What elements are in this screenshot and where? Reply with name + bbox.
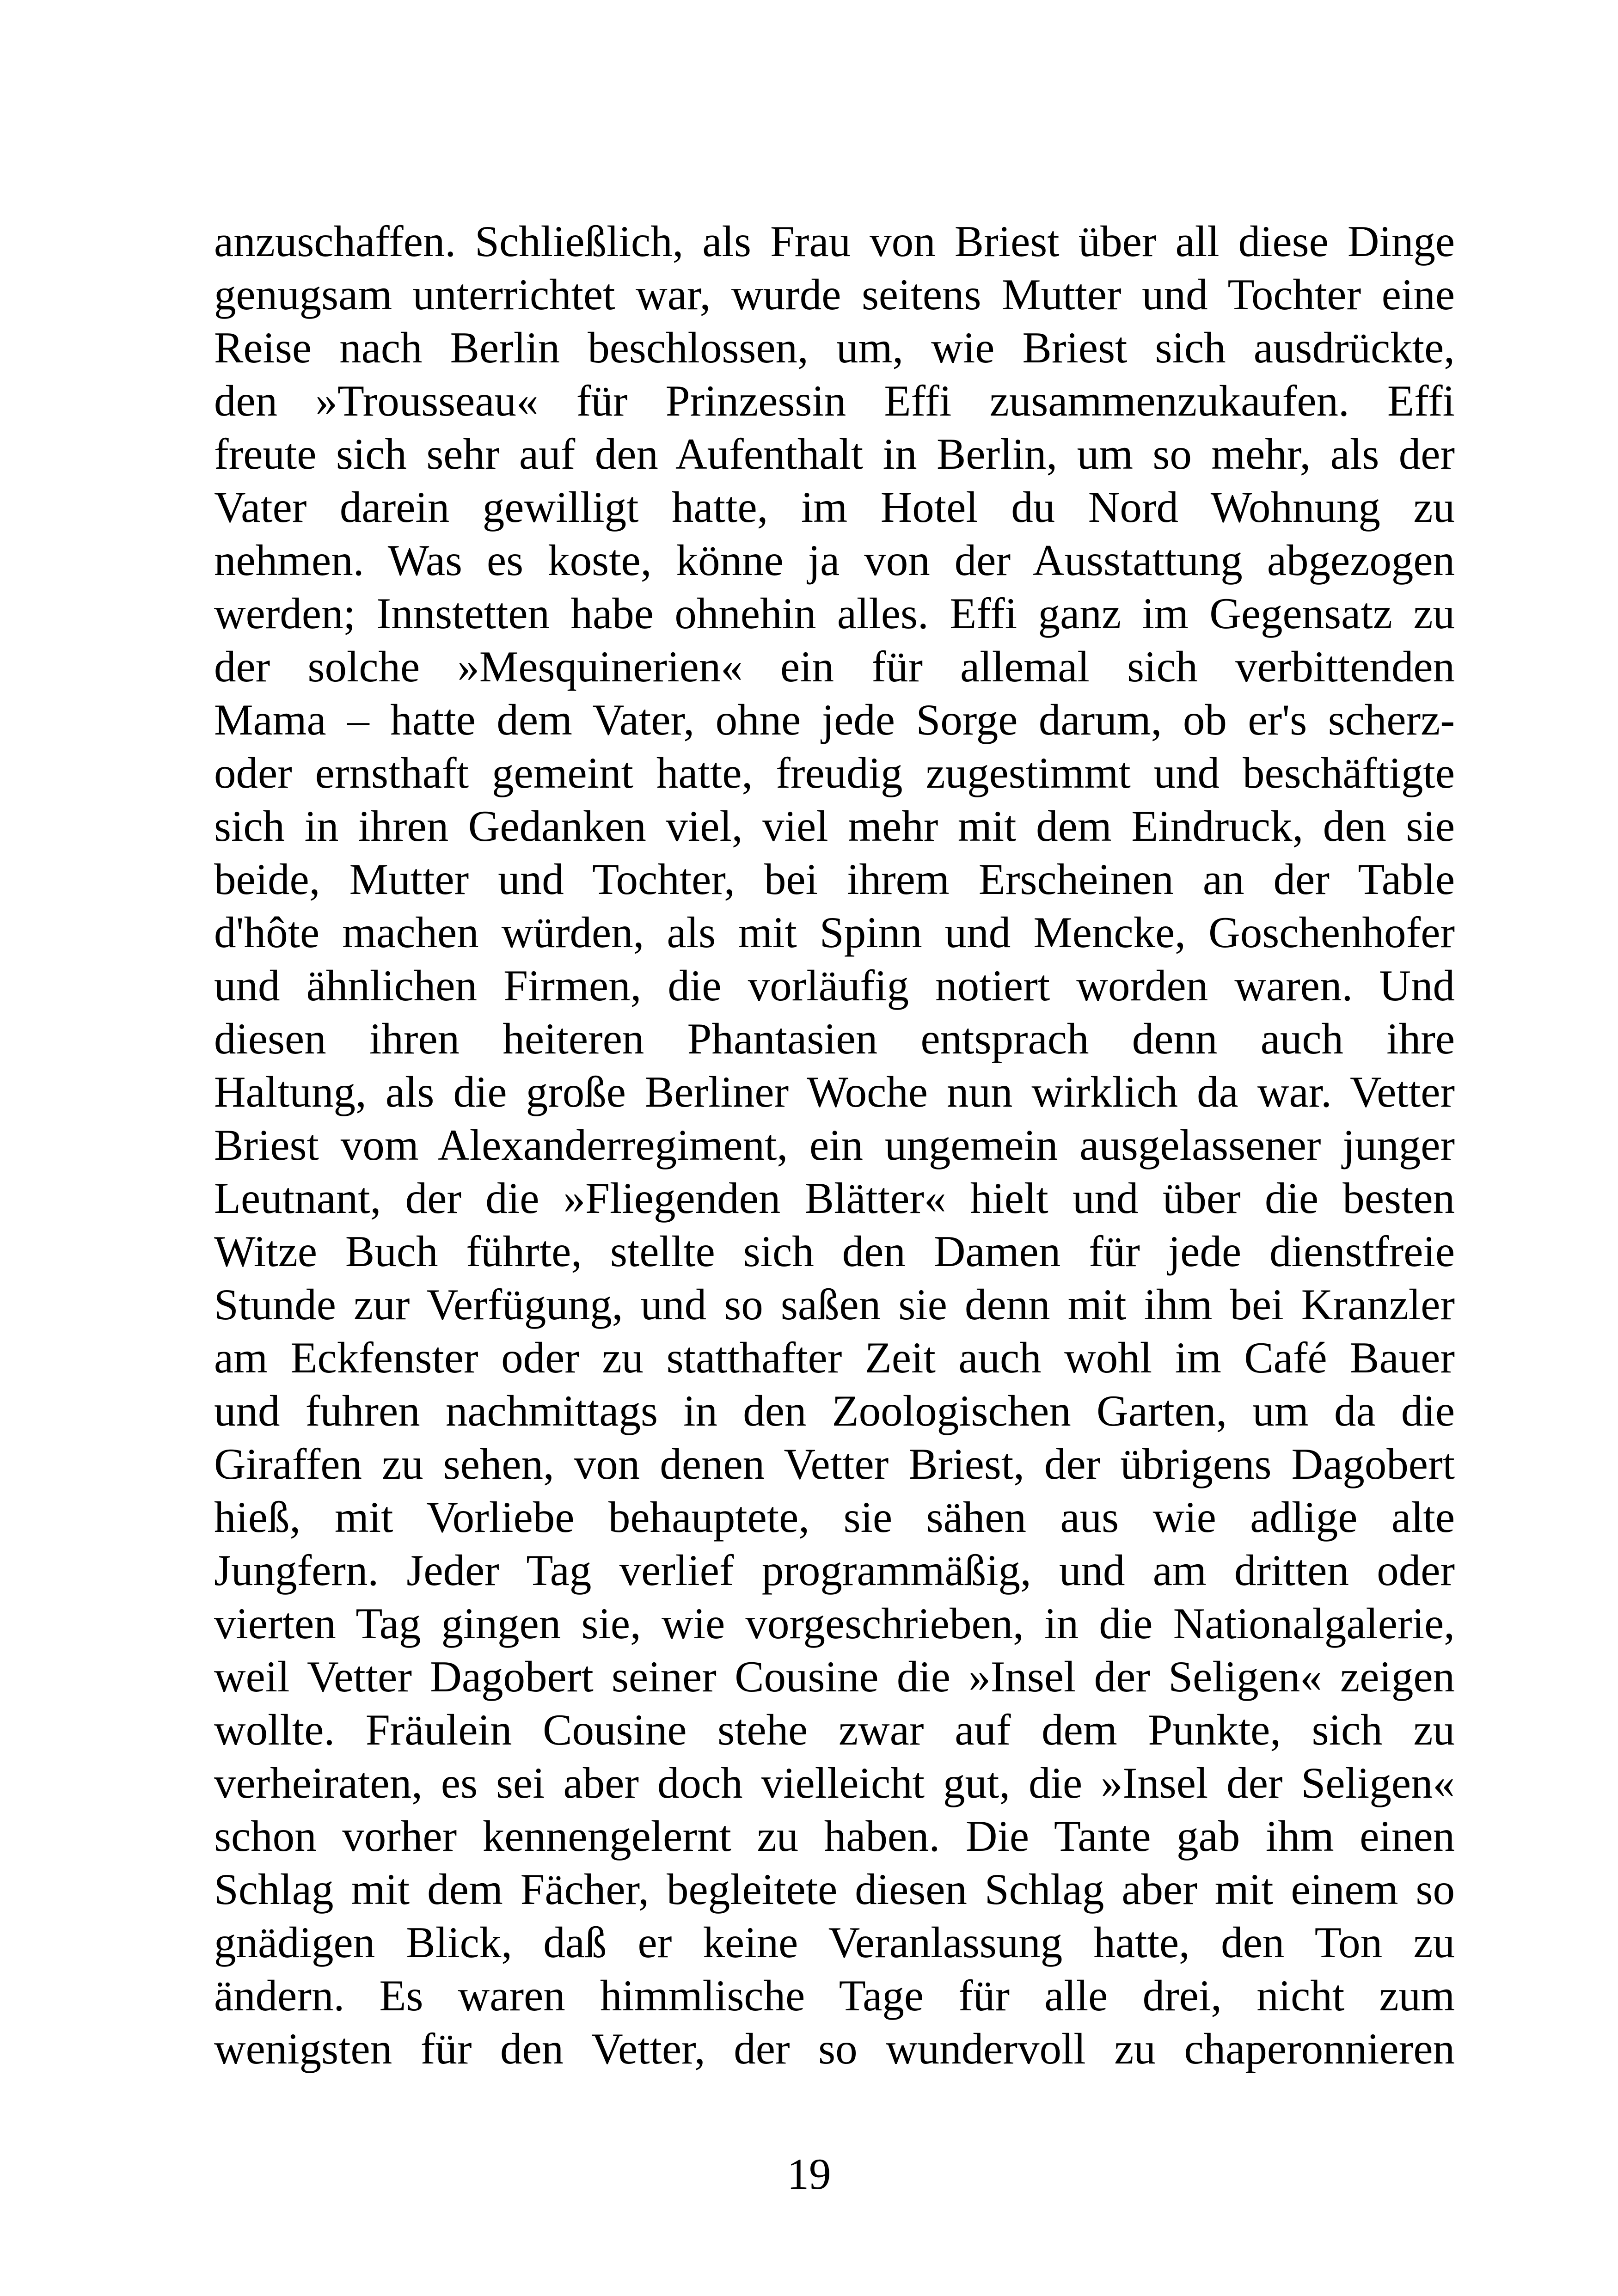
- text-line: und fuhren nachmittags in den Zoologischen Garten, um da die: [214, 1386, 1455, 1435]
- text-line: d'hôte machen würden, als mit Spinn und Mencke, Goschenhofer: [214, 908, 1455, 957]
- text-line: verheiraten, es sei aber doch vielleicht gut, die »Insel der Seligen«: [214, 1758, 1455, 1807]
- text-line: Schlag mit dem Fächer, begleitete diesen Schlag aber mit einem so: [214, 1865, 1455, 1914]
- text-line: wollte. Fräulein Cousine stehe zwar auf dem Punkte, sich zu: [214, 1705, 1455, 1754]
- text-line: anzuschaffen. Schließlich, als Frau von Briest über all diese Dinge: [214, 217, 1455, 266]
- text-line: oder ernsthaft gemeint hatte, freudig zugestimmt und beschäftigte: [214, 748, 1455, 797]
- text-line: Haltung, als die große Berliner Woche nun wirklich da war. Vetter: [214, 1067, 1455, 1116]
- text-line: Leutnant, der die »Fliegenden Blätter« hielt und über die besten: [214, 1174, 1455, 1223]
- text-line: der solche »Mesquinerien« ein für allemal sich verbittenden: [214, 642, 1455, 691]
- text-line: Briest vom Alexanderregiment, ein ungemein ausgelassener junger: [214, 1120, 1455, 1169]
- text-line: genugsam unterrichtet war, wurde seitens Mutter und Tochter eine: [214, 270, 1455, 319]
- text-line: beide, Mutter und Tochter, bei ihrem Erscheinen an der Table: [214, 855, 1455, 904]
- text-line: weil Vetter Dagobert seiner Cousine die »Insel der Seligen« zeigen: [214, 1652, 1455, 1701]
- text-line: Giraffen zu sehen, von denen Vetter Briest, der übrigens Dagobert: [214, 1439, 1455, 1488]
- text-line: den »Trousseau« für Prinzessin Effi zusammenzukaufen. Effi: [214, 376, 1455, 425]
- text-line: und ähnlichen Firmen, die vorläufig notiert worden waren. Und: [214, 961, 1455, 1010]
- text-line: vierten Tag gingen sie, wie vorgeschrieben, in die Nationalgalerie,: [214, 1599, 1455, 1648]
- text-line: Jungfern. Jeder Tag verlief programmäßig, und am dritten oder: [214, 1546, 1455, 1595]
- text-line: diesen ihren heiteren Phantasien entsprach denn auch ihre: [214, 1014, 1455, 1063]
- text-line: Stunde zur Verfügung, und so saßen sie denn mit ihm bei Kranzler: [214, 1280, 1455, 1329]
- text-line: Vater darein gewilligt hatte, im Hotel du Nord Wohnung zu: [214, 483, 1455, 532]
- text-line: Reise nach Berlin beschlossen, um, wie Briest sich ausdrückte,: [214, 323, 1455, 372]
- body-text: [214, 215, 1455, 2076]
- text-line: hieß, mit Vorliebe behauptete, sie sähen aus wie adlige alte: [214, 1493, 1455, 1542]
- text-line: Mama – hatte dem Vater, ohne jede Sorge darum, ob er's scherz-: [214, 695, 1455, 744]
- text-line: wenigsten für den Vetter, der so wundervoll zu chaperonnieren: [214, 2024, 1455, 2073]
- text-line: gnädigen Blick, daß er keine Veranlassung hatte, den Ton zu: [214, 1918, 1455, 1967]
- text-line: Witze Buch führte, stellte sich den Damen für jede dienstfreie: [214, 1227, 1455, 1276]
- text-line: werden; Innstetten habe ohnehin alles. Effi ganz im Gegensatz zu: [214, 589, 1455, 638]
- text-line: freute sich sehr auf den Aufenthalt in Berlin, um so mehr, als der: [214, 429, 1455, 478]
- text-line: am Eckfenster oder zu statthafter Zeit auch wohl im Café Bauer: [214, 1333, 1455, 1382]
- text-line: schon vorher kennengelernt zu haben. Die Tante gab ihm einen: [214, 1812, 1455, 1861]
- text-line: nehmen. Was es koste, könne ja von der Ausstattung abgezogen: [214, 536, 1455, 585]
- page-number: 19: [787, 2149, 831, 2198]
- text-line: sich in ihren Gedanken viel, viel mehr mit dem Eindruck, den sie: [214, 802, 1455, 851]
- text-line: ändern. Es waren himmlische Tage für alle drei, nicht zum: [214, 1971, 1455, 2020]
